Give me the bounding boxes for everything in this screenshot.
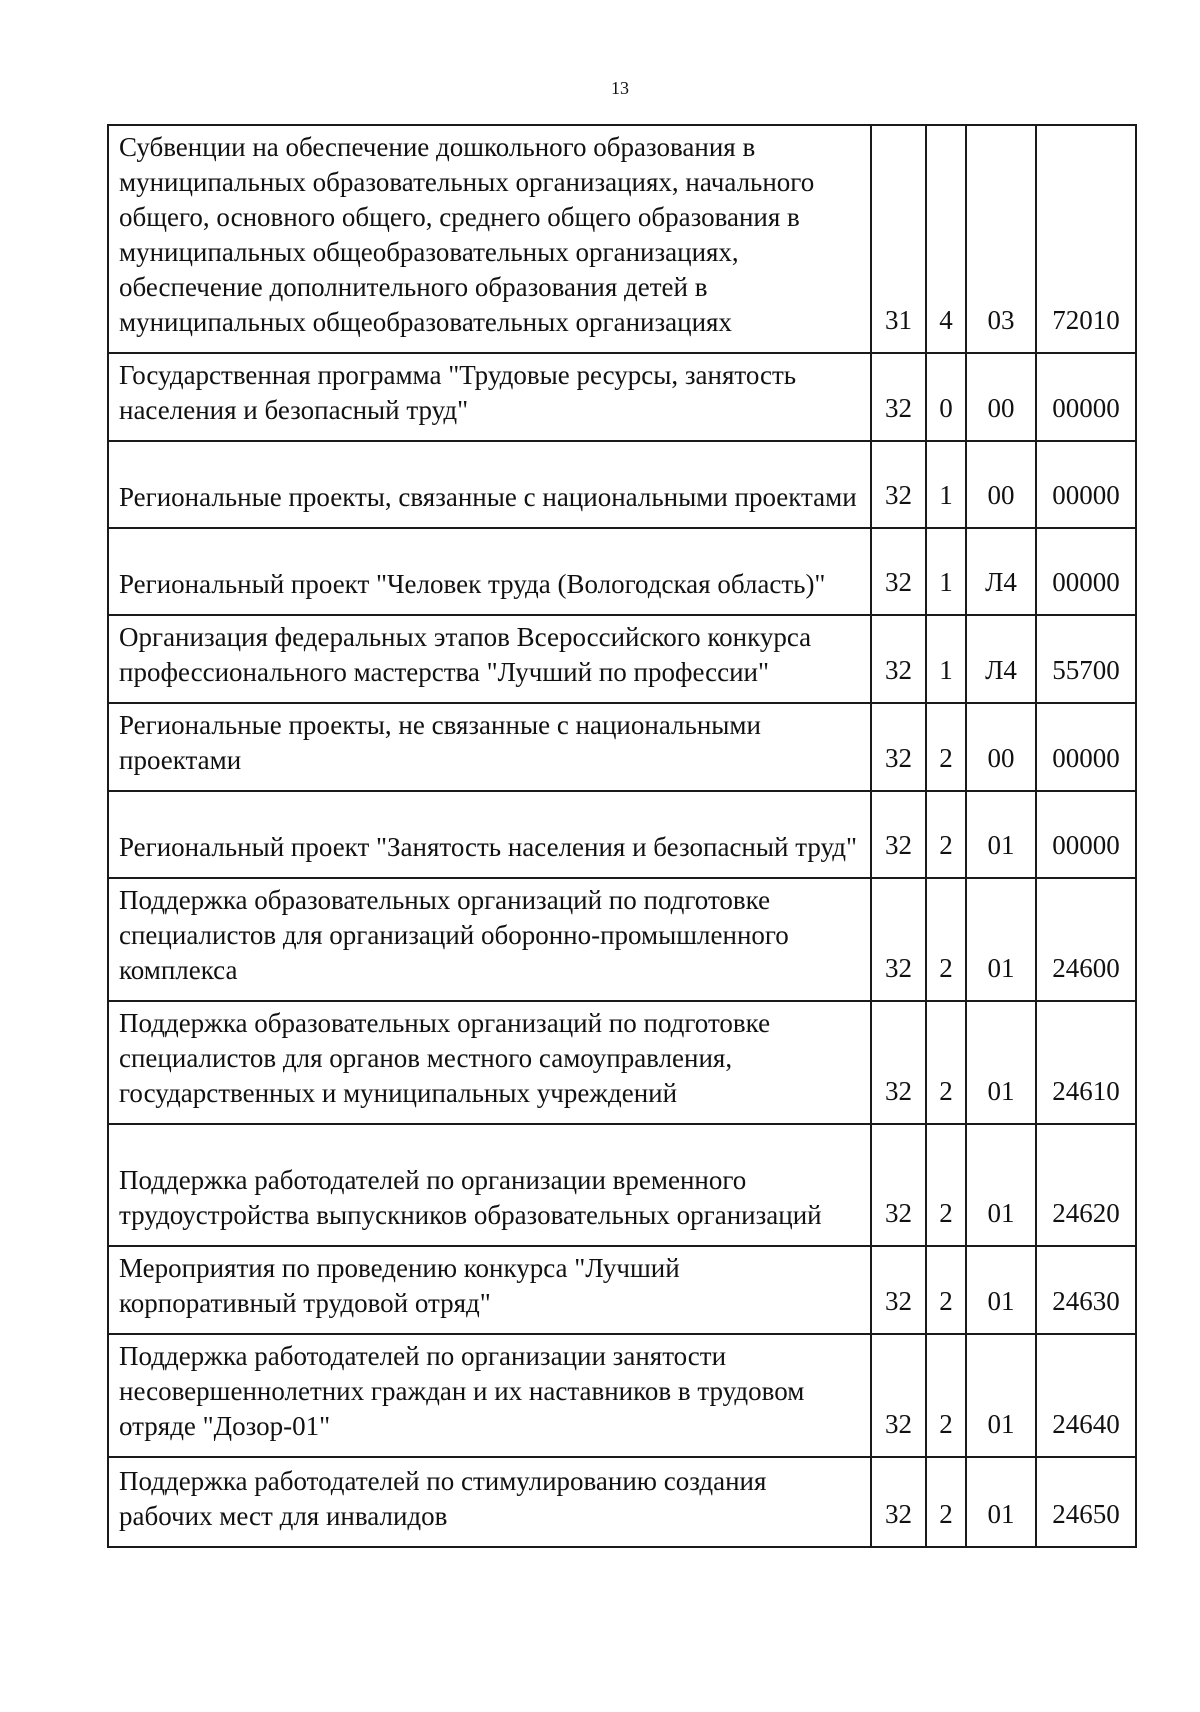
row-description: Поддержка образовательных организаций по подготовке специалистов для организаций оборонно-промышленного комплекса [108,878,871,1001]
direction-code: 01 [966,1124,1036,1246]
row-description: Мероприятия по проведению конкурса "Лучший корпоративный трудовой отряд" [108,1246,871,1334]
subprogram-code: 2 [926,1457,966,1547]
direction-code: 00 [966,703,1036,791]
direction-code: 01 [966,878,1036,1001]
subprogram-code: 2 [926,878,966,1001]
subprogram-code: 2 [926,1246,966,1334]
subprogram-code: 2 [926,1001,966,1124]
expense-code: 24630 [1036,1246,1136,1334]
expense-code: 24610 [1036,1001,1136,1124]
direction-code: 03 [966,125,1036,353]
table-row [108,441,1136,528]
row-description: Поддержка работодателей по организации занятости несовершеннолетних граждан и их наставников в трудовом отряде "Дозор-01" [108,1334,871,1457]
direction-code: 01 [966,1334,1036,1457]
table-row [108,703,1136,791]
expense-code: 00000 [1036,791,1136,878]
row-description: Субвенции на обеспечение дошкольного образования в муниципальных образовательных организациях, начального общего, основного общего, среднего общего образования в муниципальных общеобразовательных организациях, обеспечение дополнительного образования детей в муниципальных общеобразовательных организациях [108,125,871,353]
row-description: Региональные проекты, связанные с национальными проектами [108,441,871,528]
subprogram-code: 4 [926,125,966,353]
page-number: 13 [611,78,629,98]
table-row [108,1124,1136,1246]
subprogram-code: 2 [926,1124,966,1246]
subprogram-code: 1 [926,615,966,703]
row-description: Поддержка работодателей по стимулированию создания рабочих мест для инвалидов [108,1457,871,1547]
direction-code: 00 [966,353,1036,441]
table-row [108,125,1136,353]
program-code: 32 [871,528,926,615]
row-description: Региональные проекты, не связанные с национальными проектами [108,703,871,791]
table-row [108,791,1136,878]
expense-code: 55700 [1036,615,1136,703]
direction-code: Л4 [966,528,1036,615]
direction-code: 00 [966,441,1036,528]
subprogram-code: 2 [926,703,966,791]
row-description: Поддержка образовательных организаций по подготовке специалистов для органов местного самоуправления, государственных и муниципальных учреждений [108,1001,871,1124]
row-description: Региональный проект "Занятость населения и безопасный труд" [108,791,871,878]
row-description: Региональный проект "Человек труда (Вологодская область)" [108,528,871,615]
table-row [108,353,1136,441]
program-code: 31 [871,125,926,353]
table-row [108,615,1136,703]
expense-code: 24650 [1036,1457,1136,1547]
table-row [108,528,1136,615]
subprogram-code: 0 [926,353,966,441]
row-description: Государственная программа "Трудовые ресурсы, занятость населения и безопасный труд" [108,353,871,441]
expense-code: 24600 [1036,878,1136,1001]
expense-code: 00000 [1036,353,1136,441]
expense-code: 24640 [1036,1334,1136,1457]
table-row [108,1001,1136,1124]
program-code: 32 [871,791,926,878]
expense-code: 24620 [1036,1124,1136,1246]
program-code: 32 [871,1334,926,1457]
subprogram-code: 2 [926,791,966,878]
expense-code: 00000 [1036,528,1136,615]
direction-code: 01 [966,791,1036,878]
expense-code: 00000 [1036,703,1136,791]
program-code: 32 [871,353,926,441]
program-code: 32 [871,1246,926,1334]
expense-code: 72010 [1036,125,1136,353]
row-description: Поддержка работодателей по организации временного трудоустройства выпускников образовательных организаций [108,1124,871,1246]
expense-code: 00000 [1036,441,1136,528]
direction-code: 01 [966,1246,1036,1334]
direction-code: 01 [966,1457,1036,1547]
table-row [108,1246,1136,1334]
table-row [108,1334,1136,1457]
program-code: 32 [871,615,926,703]
subprogram-code: 1 [926,528,966,615]
direction-code: Л4 [966,615,1036,703]
subprogram-code: 2 [926,1334,966,1457]
program-code: 32 [871,1001,926,1124]
subprogram-code: 1 [926,441,966,528]
program-code: 32 [871,1124,926,1246]
table-row [108,1457,1136,1547]
row-description: Организация федеральных этапов Всероссийского конкурса профессионального мастерства "Лучший по профессии" [108,615,871,703]
program-code: 32 [871,703,926,791]
budget-classification-table [107,124,1137,1548]
program-code: 32 [871,878,926,1001]
program-code: 32 [871,441,926,528]
program-code: 32 [871,1457,926,1547]
direction-code: 01 [966,1001,1036,1124]
table-row [108,878,1136,1001]
